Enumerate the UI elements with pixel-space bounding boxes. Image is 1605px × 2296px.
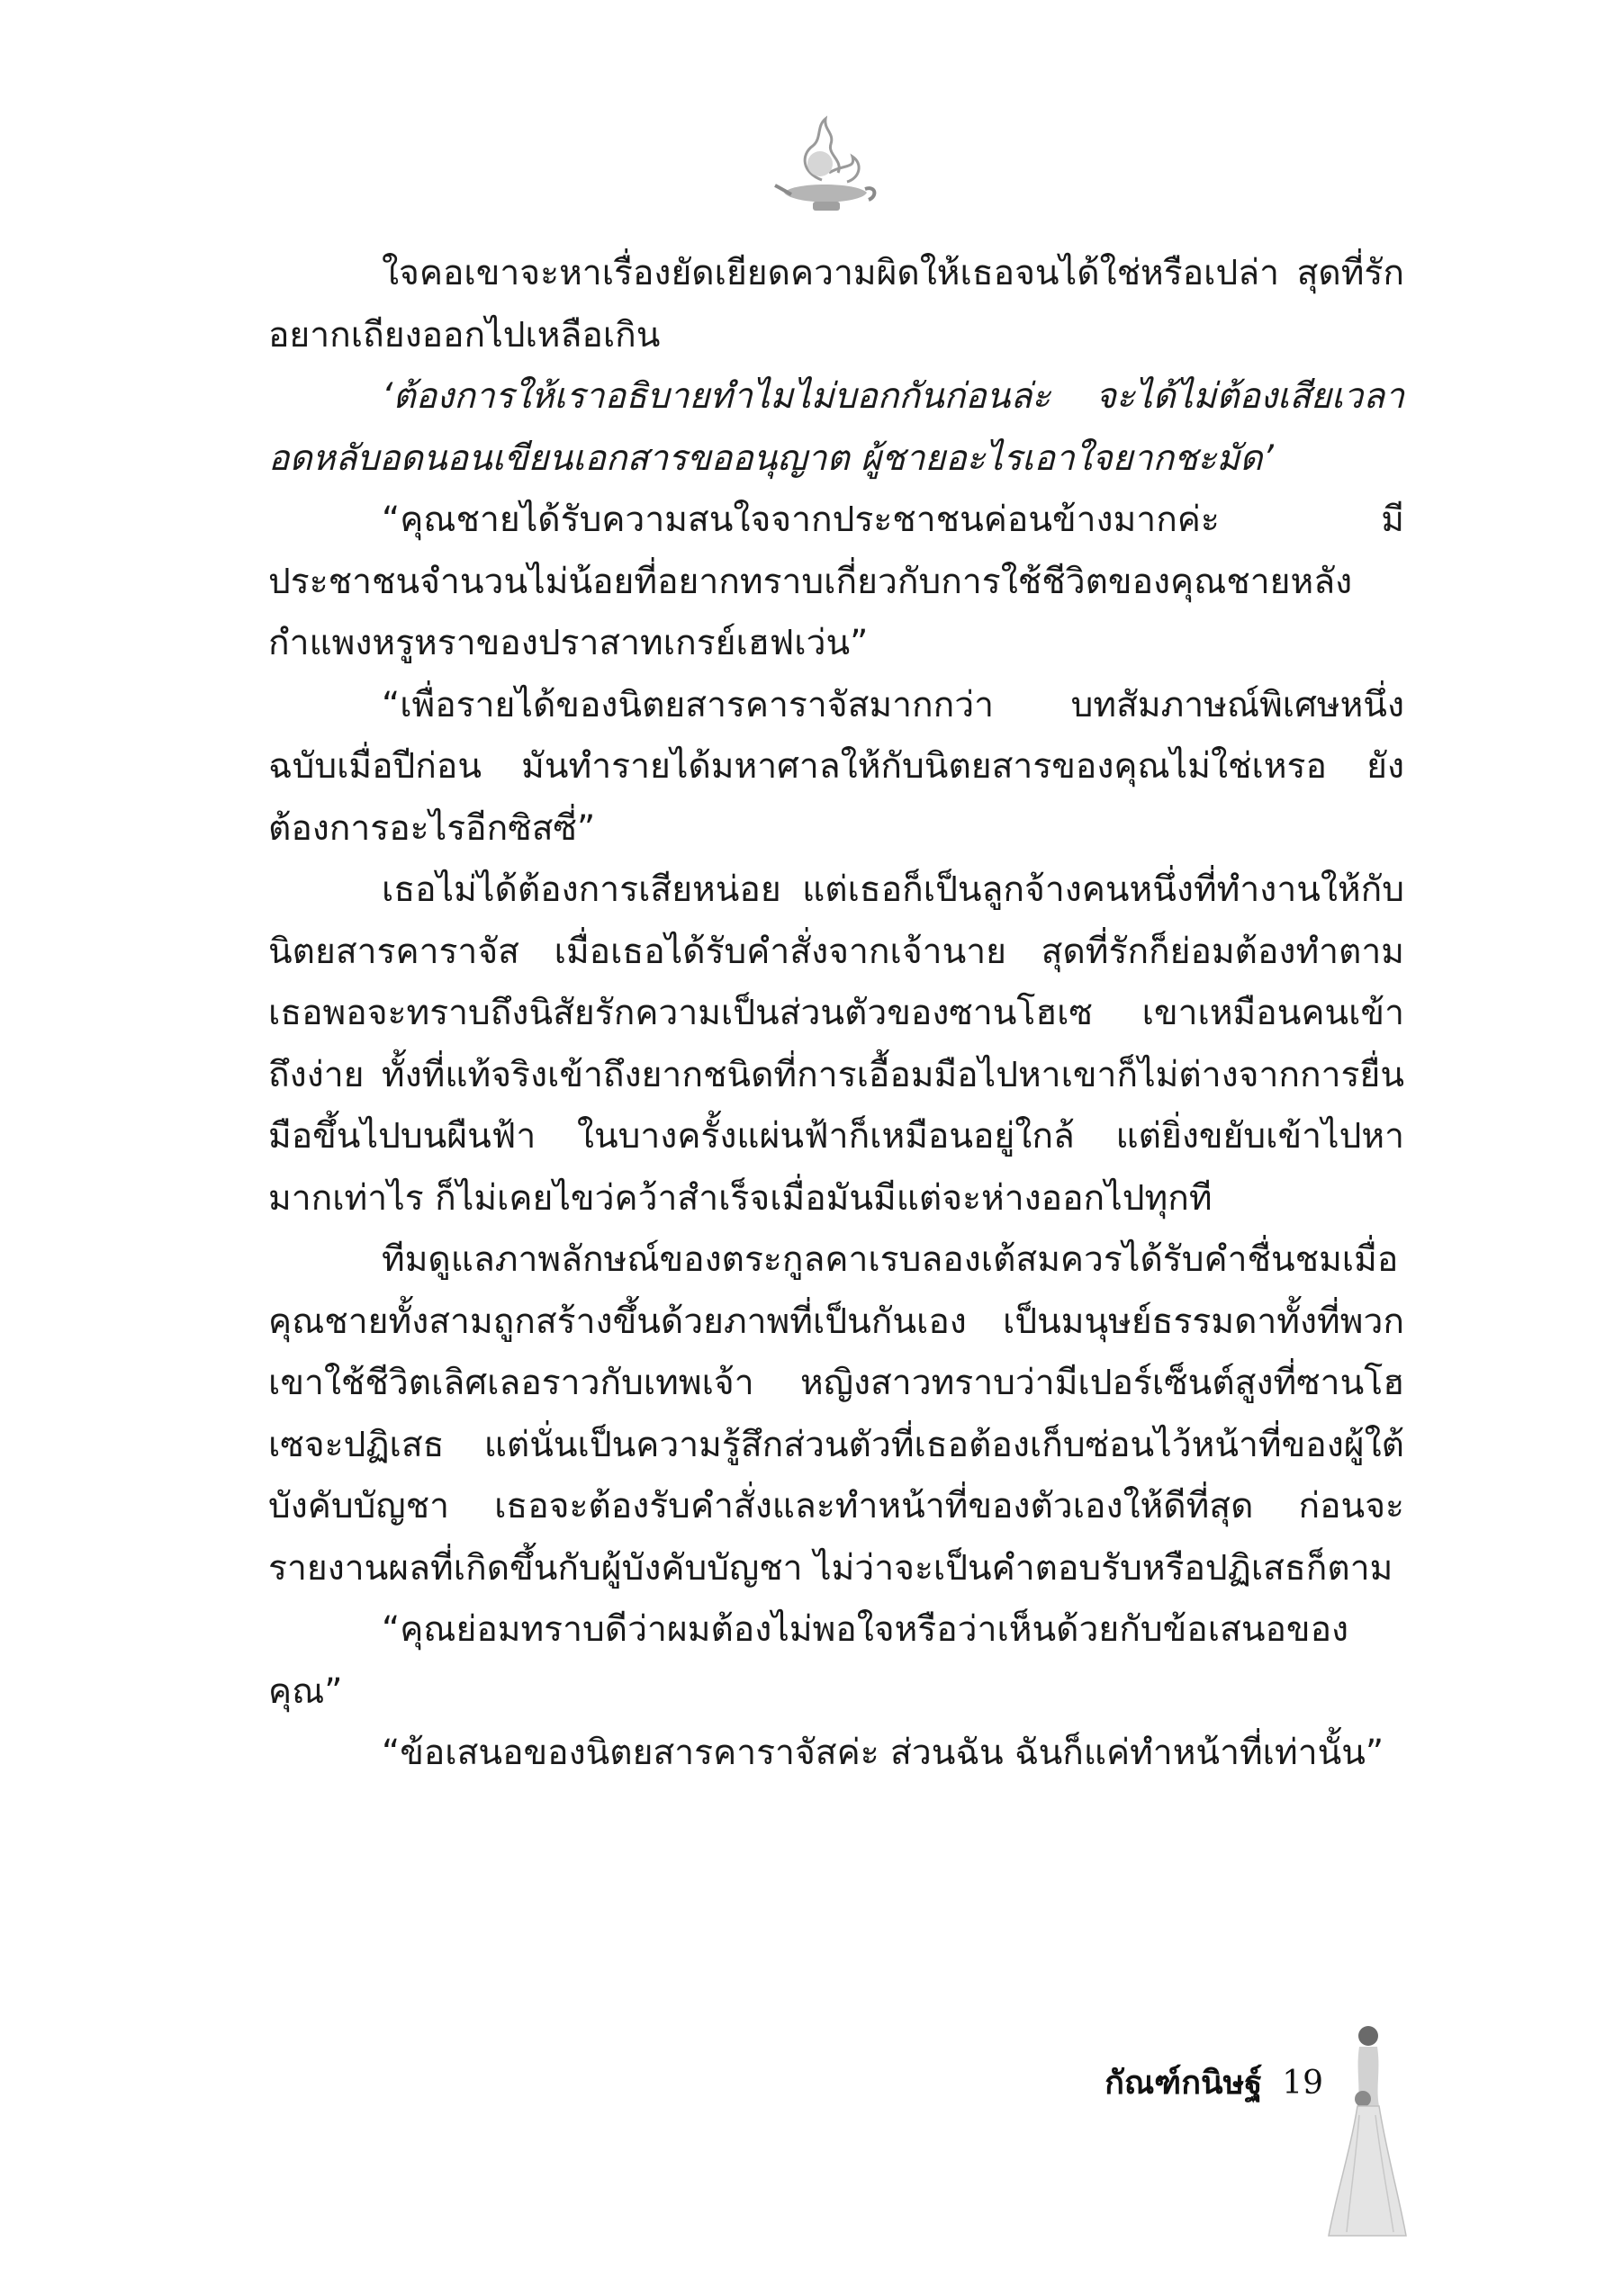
bride-figure-icon xyxy=(1323,2016,1409,2241)
paragraph-4: “เพื่อรายได้ของนิตยสารคาราจัสมากกว่า บทสัมภาษณ์พิเศษหนึ่งฉบับเมื่อปีก่อน มันทำรายได้มหาศาลให้กับนิตยสารของคุณไม่ใช่เหรอ ยังต้องการอะไรอีกซิสซี่” xyxy=(268,684,1404,849)
paragraph-5: เธอไม่ได้ต้องการเสียหน่อย แต่เธอก็เป็นลูกจ้างคนหนึ่งที่ทำงานให้กับนิตยสารคาราจัส เมื่อเธอได้รับคำสั่งจากเจ้านาย สุดที่รักก็ย่อมต้องทำตาม เธอพอจะทราบถึงนิสัยรักความเป็นส่วนตัวของซานโฮเซ เขาเหมือนคนเข้าถึงง่าย ทั้งที่แท้จริงเข้าถึงยากชนิดที่การเอื้อมมือไปหาเขาก็ไม่ต่างจากการยื่นมือขึ้นไปบนผืนฟ้า ในบางครั้งแผ่นฟ้าก็เหมือนอยู่ใกล้ แต่ยิ่งขยับเข้าไปหามากเท่าไร ก็ไม่เคยไขว่คว้าสำเร็จเมื่อมันมีแต่จะห่างออกไปทุกที xyxy=(268,869,1404,1219)
paragraph-3: “คุณชายได้รับความสนใจจากประชาชนค่อนข้างมากค่ะ มีประชาชนจำนวนไม่น้อยที่อยากทราบเกี่ยวกับการใช้ชีวิตของคุณชายหลังกำแพงหรูหราของปราสาทเกรย์เฮฟเว่น” xyxy=(268,500,1404,663)
paragraph-1: ใจคอเขาจะหาเรื่องยัดเยียดความผิดให้เธอจนได้ใช่หรือเปล่า สุดที่รักอยากเถียงออกไปเหลือเกิน xyxy=(268,253,1404,356)
text-body xyxy=(268,243,1404,1785)
paragraph-7: “คุณย่อมทราบดีว่าผมต้องไม่พอใจหรือว่าเห็นด้วยกับข้อเสนอของคุณ” xyxy=(268,1609,1349,1712)
paragraph-6: ทีมดูแลภาพลักษณ์ของตระกูลคาเรบลองเต้สมควรได้รับคำชื่นชมเมื่อคุณชายทั้งสามถูกสร้างขึ้นด้วยภาพที่เป็นกันเอง เป็นมนุษย์ธรรมดาทั้งที่พวกเขาใช้ชีวิตเลิศเลอราวกับเทพเจ้า หญิงสาวทราบว่ามีเปอร์เซ็นต์สูงที่ซานโฮเซจะปฏิเสธ แต่นั่นเป็นความรู้สึกส่วนตัวที่เธอต้องเก็บซ่อนไว้หน้าที่ของผู้ใต้บังคับบัญชา เธอจะต้องรับคำสั่งและทำหน้าที่ของตัวเองให้ดีที่สุด ก่อนจะรายงานผลที่เกิดขึ้นกับผู้บังคับบัญชา ไม่ว่าจะเป็นคำตอบรับหรือปฏิเสธก็ตาม xyxy=(268,1239,1404,1589)
paragraph-2-thought: ‘ต้องการให้เราอธิบายทำไมไม่บอกกันก่อนล่ะ จะได้ไม่ต้องเสียเวลาอดหลับอดนอนเขียนเอกสารขออนุญาต ผู้ชายอะไรเอาใจยากชะมัด’ xyxy=(268,376,1404,479)
genie-lamp-icon xyxy=(766,110,883,227)
page-number: 19 xyxy=(1282,2065,1323,2102)
page-footer xyxy=(1035,2066,1323,2102)
paragraph-8: “ข้อเสนอของนิตยสารคาราจัสค่ะ ส่วนฉัน ฉันก็แค่ทำหน้าที่เท่านั้น” xyxy=(382,1733,1384,1773)
author-name: กัณฑ์กนิษฐ์ xyxy=(1105,2065,1263,2102)
